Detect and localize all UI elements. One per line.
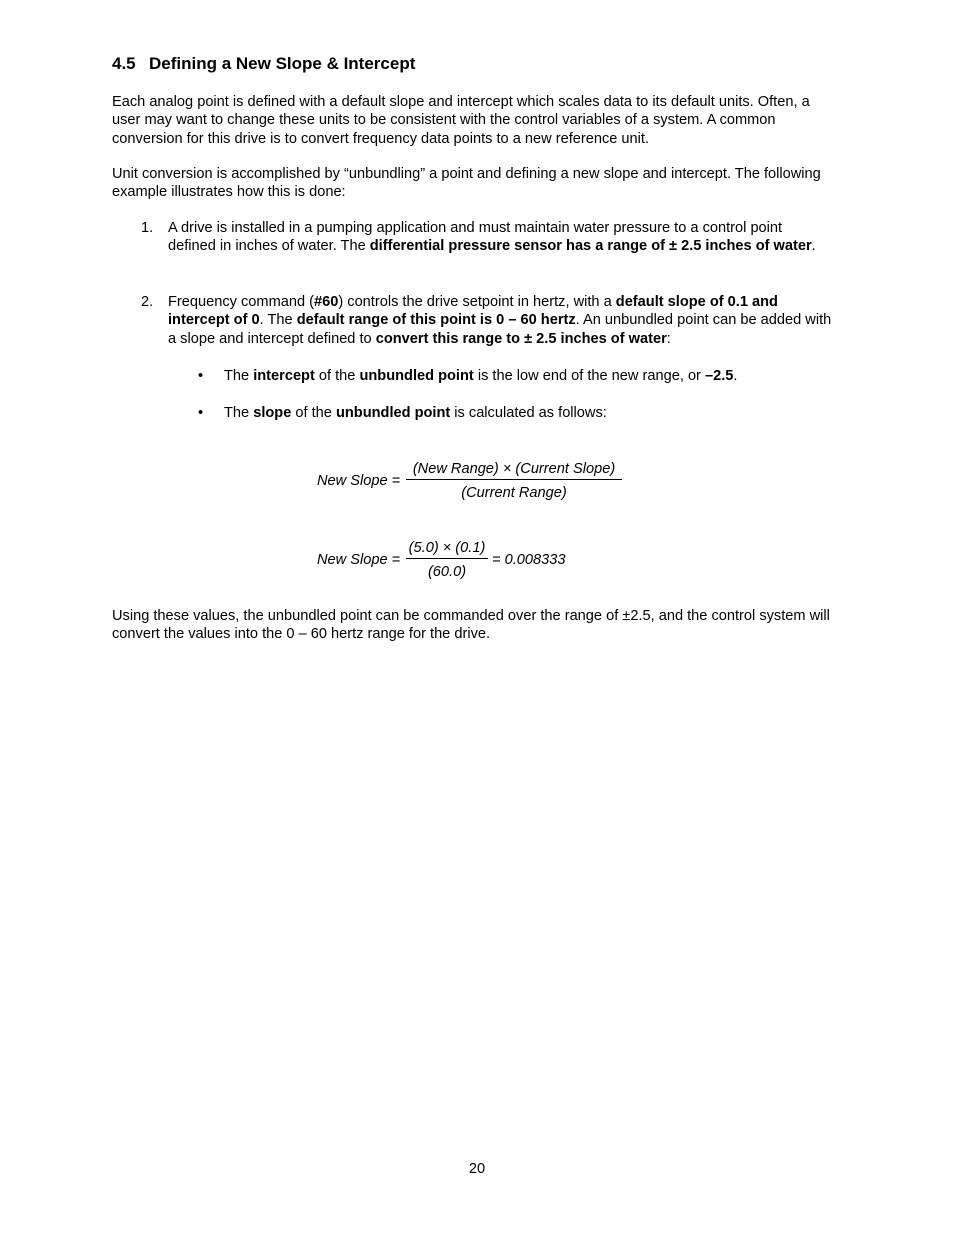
bullet1-bold-1: intercept — [253, 368, 315, 384]
item1-text-2: . — [811, 238, 816, 255]
equation2-lhs: New Slope = — [317, 552, 401, 568]
equation1-denominator: (Current Range) — [461, 485, 567, 501]
item2-text-5: : — [666, 330, 671, 347]
bullet1-bold-3: –2.5 — [704, 368, 734, 384]
item1-bold-1: differential pressure sensor has a range of ± 2.5 inches of water — [369, 238, 812, 255]
item2-text-4: . An unbundled point can be added with a slope and intercept defined to — [168, 312, 832, 347]
bullet-item-1 — [224, 367, 824, 385]
bullet1-text-1: The — [224, 368, 254, 384]
list-item-1 — [168, 219, 834, 256]
intro-paragraph: Each analog point is defined with a default slope and intercept which scales data to its default units. Often, a user may want to change these units to be consistent with the control variables of a system. A common conversion for this drive is to convert frequency data points to a new reference unit. — [112, 94, 810, 147]
bullet2-bold-2: unbundled point — [335, 405, 451, 421]
bullet1-text-2: of the — [314, 368, 360, 384]
bullet1-text-4: . — [733, 368, 738, 384]
item2-text-3: . The — [259, 312, 297, 329]
section-title: Defining a New Slope & Intercept — [149, 54, 416, 73]
conclusion-paragraph: Using these values, the unbundled point can be commanded over the range of ±2.5, and the control system will convert the values into the 0 – 60 hertz range for the drive. — [112, 608, 830, 643]
bullet-glyph-1: • — [198, 368, 204, 384]
equation2-result: = 0.008333 — [492, 552, 566, 568]
bullet2-bold-1: slope — [253, 405, 292, 421]
item2-bold-1: #60 — [314, 294, 339, 310]
equation1-fraction — [406, 461, 622, 501]
bullet-item-2 — [224, 404, 824, 422]
list-number-2: 2. — [141, 294, 154, 310]
item2-bold-3: default range of this point is 0 – 60 hertz — [296, 312, 576, 329]
item2-bold-4: convert this range to ± 2.5 inches of water — [375, 330, 667, 347]
section-number: 4.5 — [112, 54, 136, 73]
equation2-numerator: (5.0) × (0.1) — [406, 540, 488, 559]
page-number: 20 — [468, 1161, 486, 1177]
section-heading — [112, 54, 415, 74]
bullet1-bold-2: unbundled point — [359, 368, 474, 384]
equation2-denominator: (60.0) — [427, 564, 467, 580]
equation1-numerator: (New Range) × (Current Slope) — [406, 461, 622, 480]
equation2-fraction — [406, 540, 488, 580]
bullet1-text-3: is the low end of the new range, or — [473, 368, 705, 384]
list-number-1: 1. — [141, 220, 154, 236]
item2-bold-2: default slope of 0.1 and intercept of 0 — [168, 294, 778, 329]
bullet-glyph-2: • — [198, 405, 204, 421]
unit-conversion-paragraph: Unit conversion is accomplished by “unbundling” a point and defining a new slope and intercept. The following example illustrates how this is done: — [112, 166, 821, 201]
item2-text-1: Frequency command ( — [168, 294, 314, 310]
bullet2-text-2: of the — [291, 405, 336, 421]
bullet2-text-1: The — [224, 405, 254, 421]
bullet2-text-3: is calculated as follows: — [450, 405, 607, 421]
list-item-2 — [168, 293, 834, 348]
equation1-lhs: New Slope = — [317, 473, 401, 489]
item1-text-1: A drive is installed in a pumping application and must maintain water pressure to a control point defined in inches of water. The — [168, 220, 783, 255]
item2-text-2: ) controls the drive setpoint in hertz, with a — [338, 294, 616, 310]
